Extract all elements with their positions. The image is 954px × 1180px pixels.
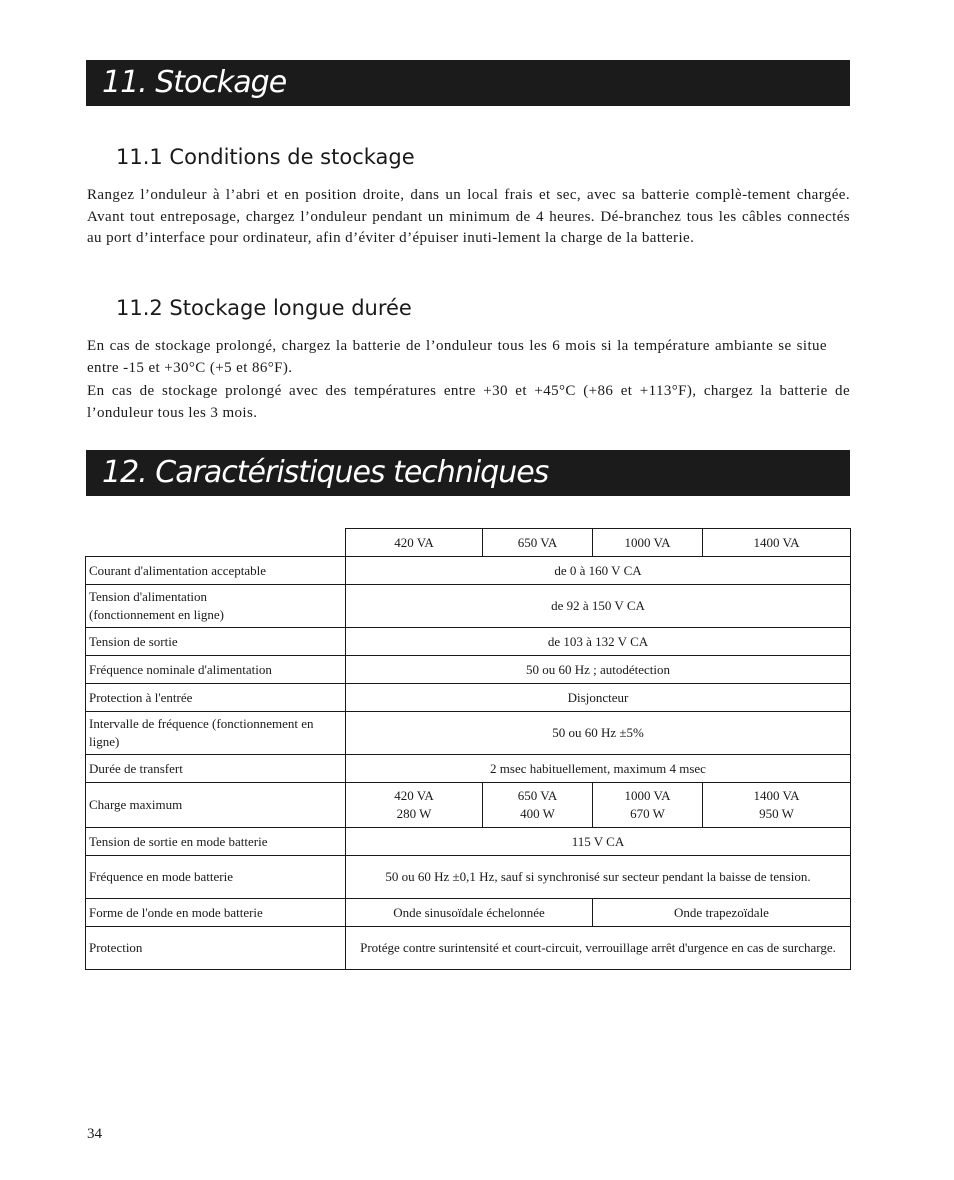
- subsection-11-2-title: 11.2 Stockage longue durée: [116, 296, 412, 320]
- row-label-line: Tension d'alimentation: [89, 589, 208, 604]
- table-row: [86, 828, 851, 856]
- load-va: 1400 VA: [753, 788, 800, 803]
- load-va: 420 VA: [394, 788, 434, 803]
- table-row: [86, 628, 851, 656]
- table-row: [86, 712, 851, 755]
- table-row: [86, 899, 851, 927]
- table-corner-cell: [86, 529, 346, 557]
- row-value: 2 msec habituellement, maximum 4 msec: [346, 755, 851, 783]
- row-label: Tension de sortie en mode batterie: [86, 828, 346, 856]
- load-va: 650 VA: [517, 788, 558, 803]
- row-label: Protection: [86, 927, 346, 970]
- load-cell: [346, 783, 483, 828]
- table-row: [86, 755, 851, 783]
- model-header: 1000 VA: [593, 529, 703, 557]
- row-label: Durée de transfert: [86, 755, 346, 783]
- row-value: 50 ou 60 Hz ±0,1 Hz, sauf si synchronisé sur secteur pendant la baisse de tension.: [346, 856, 851, 899]
- table-row: [86, 856, 851, 899]
- row-value: Onde trapezoïdale: [593, 899, 851, 927]
- load-w: 670 W: [630, 806, 665, 821]
- storage-conditions-text: Rangez l’onduleur à l’abri et en position droite, dans un local frais et sec, avec sa batterie complè-tement chargée. Avant tout entreposage, chargez l’onduleur pendant un minimum de 4 heures. Dé-branchez tous les câbles connectés au port d’interface pour ordinateur, afin d’éviter d’épuiser inuti-lement la charge de la batterie.: [87, 187, 850, 246]
- row-value: Onde sinusoïdale échelonnée: [346, 899, 593, 927]
- long-storage-text-1: En cas de stockage prolongé, chargez la batterie de l’onduleur tous les 6 mois si la température ambiante se situe entre -15 et +30°C (+5 et 86°F).: [87, 338, 827, 376]
- row-label: [86, 585, 346, 628]
- row-label: Charge maximum: [86, 783, 346, 828]
- row-value: 115 V CA: [346, 828, 851, 856]
- section-11-title: 11. Stockage: [86, 60, 850, 106]
- row-label: Courant d'alimentation acceptable: [86, 557, 346, 585]
- row-value: Protége contre surintensité et court-circuit, verrouillage arrêt d'urgence en cas de surcharge.: [346, 927, 851, 970]
- table-header-row: [86, 529, 851, 557]
- model-header: 420 VA: [346, 529, 483, 557]
- row-value: Disjoncteur: [346, 684, 851, 712]
- row-value: 50 ou 60 Hz ; autodétection: [346, 656, 851, 684]
- row-label: Protection à l'entrée: [86, 684, 346, 712]
- model-header: 1400 VA: [703, 529, 851, 557]
- load-cell: [593, 783, 703, 828]
- row-value: de 92 à 150 V CA: [346, 585, 851, 628]
- table-row: [86, 656, 851, 684]
- table-row: [86, 557, 851, 585]
- table-row: [86, 927, 851, 970]
- row-label: Intervalle de fréquence (fonctionnement en ligne): [86, 712, 346, 755]
- table-row: [86, 684, 851, 712]
- load-w: 950 W: [759, 806, 794, 821]
- section-12-title: 12. Caractéristiques techniques: [86, 450, 850, 496]
- row-value: 50 ou 60 Hz ±5%: [346, 712, 851, 755]
- long-storage-text-2: En cas de stockage prolongé avec des températures entre +30 et +45°C (+86 et +113°F), chargez la batterie de l’onduleur tous les 3 mois.: [87, 383, 850, 421]
- load-cell: [703, 783, 851, 828]
- load-w: 280 W: [396, 806, 432, 821]
- row-label: Forme de l'onde en mode batterie: [86, 899, 346, 927]
- specifications-table: [85, 528, 851, 970]
- table-row: [86, 783, 851, 828]
- row-label: Fréquence en mode batterie: [86, 856, 346, 899]
- table-row: [86, 585, 851, 628]
- row-label: Tension de sortie: [86, 628, 346, 656]
- model-header: 650 VA: [483, 529, 593, 557]
- row-label-line: (fonctionnement en ligne): [89, 607, 225, 622]
- load-w: 400 W: [520, 806, 555, 821]
- row-value: de 0 à 160 V CA: [346, 557, 851, 585]
- page-number: 34: [87, 1126, 102, 1142]
- subsection-11-1-title: 11.1 Conditions de stockage: [116, 145, 415, 169]
- load-cell: [483, 783, 593, 828]
- row-label: Fréquence nominale d'alimentation: [86, 656, 346, 684]
- load-va: 1000 VA: [624, 788, 671, 803]
- row-value: de 103 à 132 V CA: [346, 628, 851, 656]
